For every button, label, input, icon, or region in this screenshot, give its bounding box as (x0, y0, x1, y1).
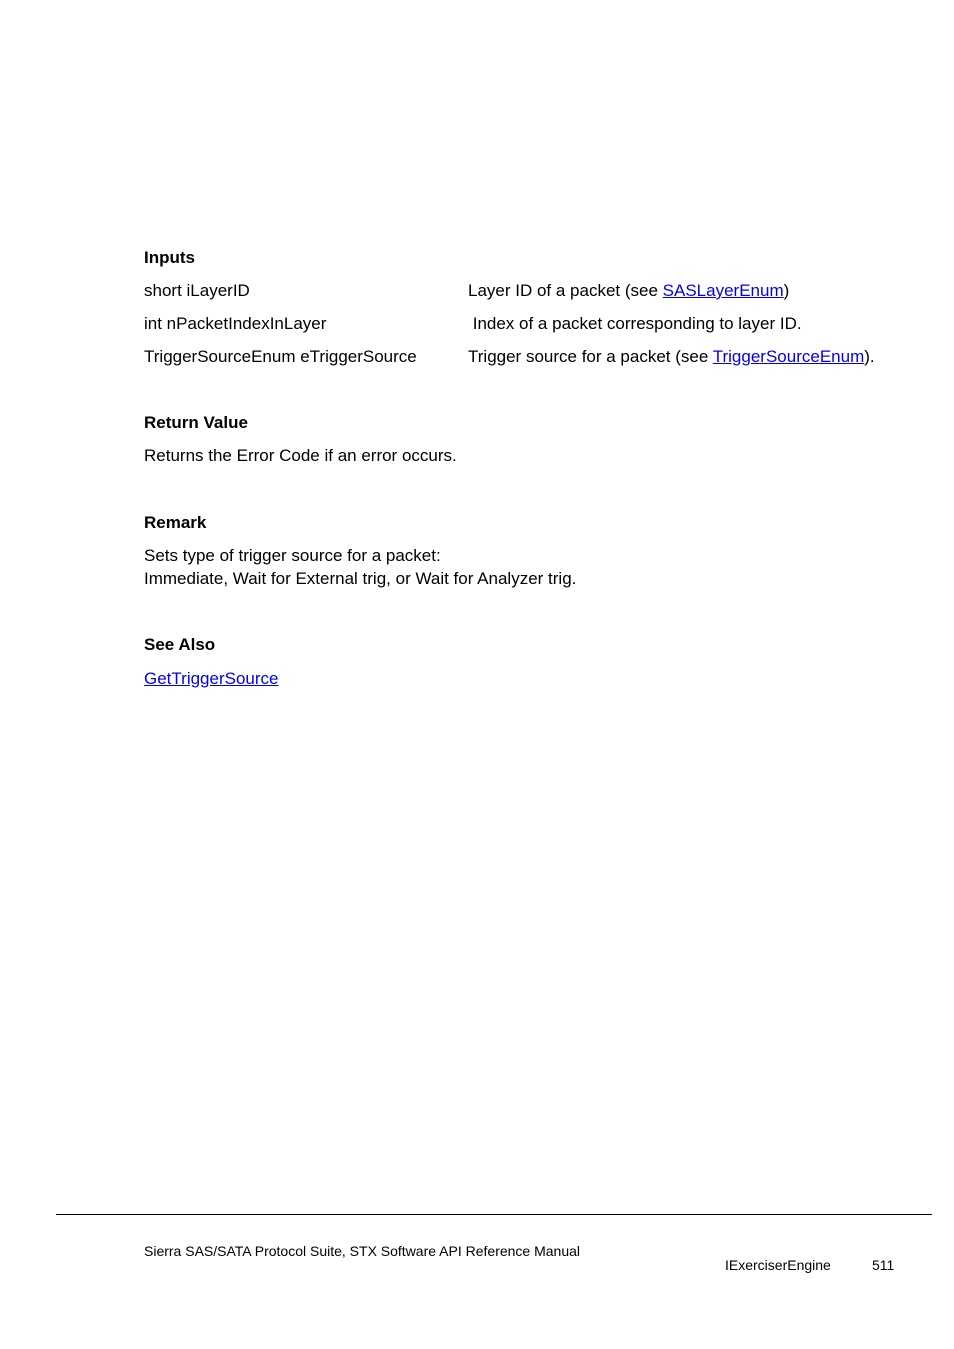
param-desc-text: Trigger source for a packet (see (468, 347, 713, 366)
footer-manual-title: Sierra SAS/SATA Protocol Suite, STX Software API Reference Manual (144, 1243, 581, 1259)
param-name-ilayerid: short iLayerID (144, 281, 250, 300)
return-value-text: Returns the Error Code if an error occurs. (144, 446, 457, 465)
inputs-heading: Inputs (144, 248, 195, 267)
param-desc-text: ) (783, 281, 790, 300)
return-value-heading: Return Value (144, 413, 248, 432)
footer-section-name: IExerciserEngine (725, 1257, 831, 1273)
param-desc-npacketindexinlayer: Index of a packet corresponding to layer ID. (468, 314, 802, 333)
param-desc-text: Layer ID of a packet (see (468, 281, 663, 300)
param-desc-text: ). (864, 347, 875, 366)
param-name-etriggersource: TriggerSourceEnum eTriggerSource (144, 347, 417, 366)
footer-page-number: 511 (872, 1257, 895, 1273)
footer-divider (56, 1214, 932, 1215)
saslayerenum-link[interactable]: SASLayerEnum (662, 281, 784, 300)
param-name-npacketindexinlayer: int nPacketIndexInLayer (144, 314, 327, 333)
remark-line-1: Sets type of trigger source for a packet: (144, 546, 441, 565)
param-desc-etriggersource (468, 347, 875, 367)
triggersourceenum-link[interactable]: TriggerSourceEnum (712, 347, 865, 366)
gettriggersource-link[interactable]: GetTriggerSource (144, 669, 279, 688)
see-also-heading: See Also (144, 635, 216, 654)
param-desc-ilayerid (468, 281, 789, 301)
remark-line-2: Immediate, Wait for External trig, or Wait for Analyzer trig. (144, 569, 577, 588)
remark-heading: Remark (144, 513, 207, 532)
